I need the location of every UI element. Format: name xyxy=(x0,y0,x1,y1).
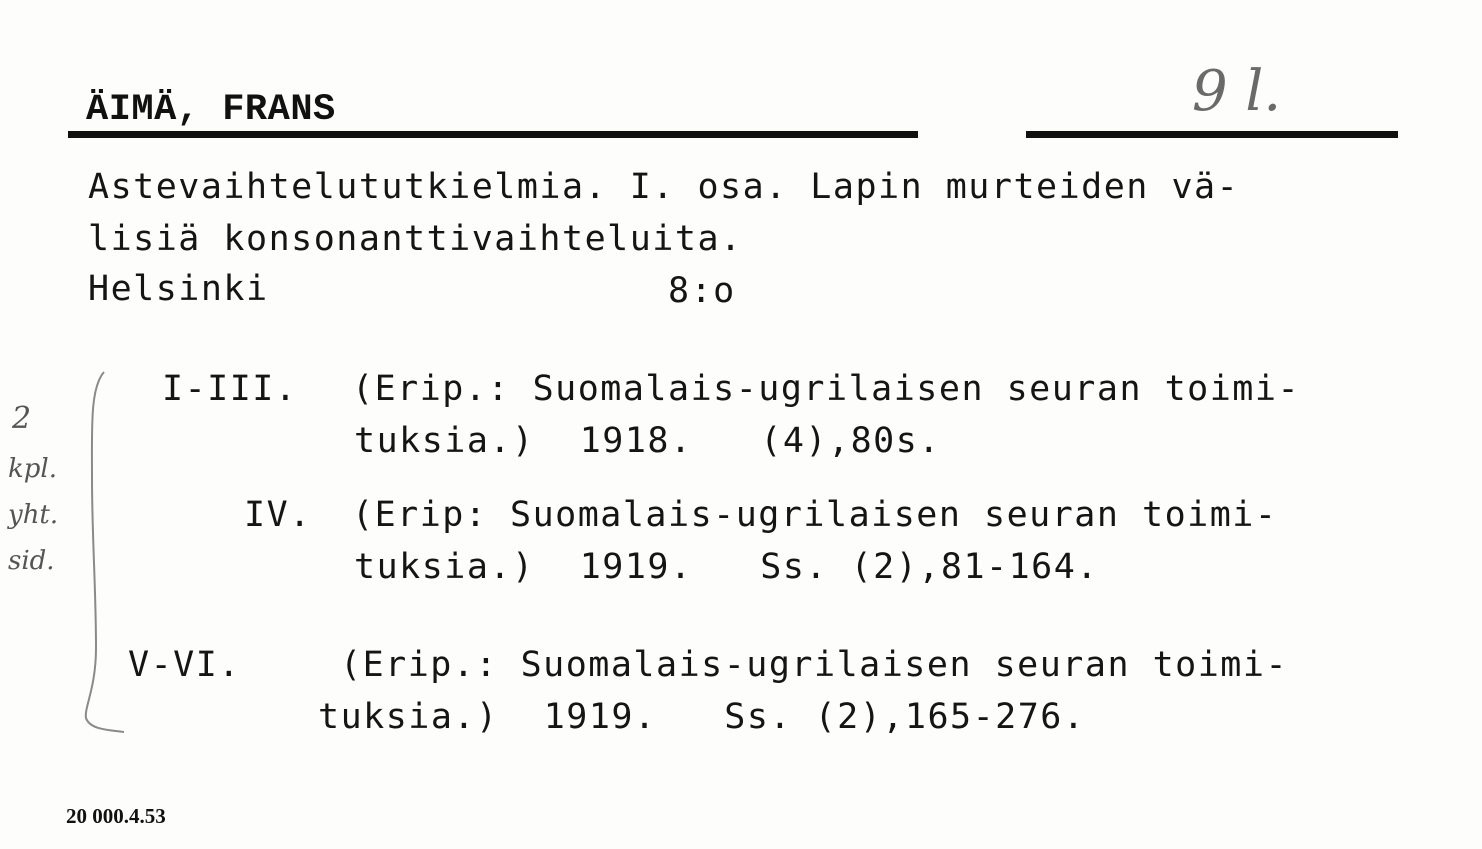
title-line-2: lisiä konsonanttivaihteluita. xyxy=(88,219,743,259)
shelfmark-underline xyxy=(1026,131,1398,138)
margin-brace-icon xyxy=(70,368,130,738)
volume-series-line: (Erip.: Suomalais-ugrilaisen seuran toimi- xyxy=(352,369,1301,409)
title-line-1: Astevaihtelututkielmia. I. osa. Lapin murteiden vä- xyxy=(88,167,1240,207)
imprint-place: Helsinki xyxy=(88,269,269,309)
volume-pub-line: tuksia.) 1919. Ss. (2),81-164. xyxy=(354,547,1099,587)
volume-numbers: V-VI. xyxy=(128,645,241,685)
volume-series-line: (Erip.: Suomalais-ugrilaisen seuran toimi- xyxy=(340,645,1289,685)
author-heading: ÄIMÄ, FRANS xyxy=(86,89,336,131)
volume-pub-line: tuksia.) 1919. Ss. (2),165-276. xyxy=(318,697,1086,737)
volume-pub-line: tuksia.) 1918. (4),80s. xyxy=(354,421,941,461)
margin-note-line: 2 xyxy=(12,401,32,436)
volume-numbers: I-III. xyxy=(162,369,298,409)
print-code: 20 000.4.53 xyxy=(66,804,166,828)
shelfmark-handwritten: 9 l. xyxy=(1192,59,1282,124)
margin-note-line: kpl. xyxy=(8,454,57,484)
imprint-format: 8:o xyxy=(668,271,736,311)
margin-note-line: sid. xyxy=(8,546,55,576)
margin-note-line: yht. xyxy=(8,500,59,530)
volume-series-line: (Erip: Suomalais-ugrilaisen seuran toimi- xyxy=(352,495,1278,535)
volume-numbers: IV. xyxy=(244,495,312,535)
heading-underline xyxy=(68,131,918,138)
